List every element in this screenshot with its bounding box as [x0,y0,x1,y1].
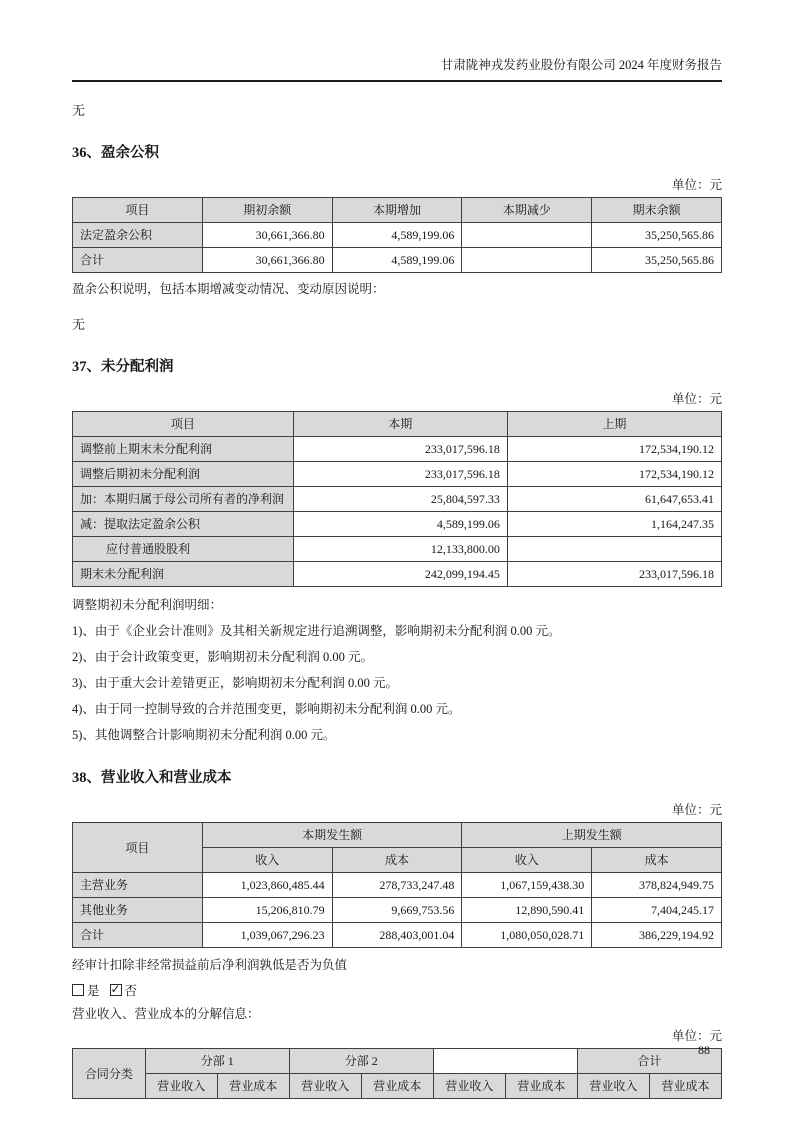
cell-value: 172,534,190.12 [507,437,721,462]
column-header: 营业成本 [505,1074,577,1099]
column-header: 期初余额 [202,198,332,223]
retained-detail-item: 3)、由于重大会计差错更正，影响期初未分配利润 0.00 元。 [72,676,399,690]
surplus-reserve-table [72,197,722,273]
column-header: 营业收入 [577,1074,649,1099]
table-row [73,562,722,587]
cell-value: 1,080,050,028.71 [462,923,592,948]
unit-label-38: 单位：元 [671,803,722,817]
cell-value [507,537,721,562]
document-header [72,0,722,82]
column-header: 合同分类 [73,1049,146,1099]
table-row [73,923,722,948]
cell-value: 15,206,810.79 [202,898,332,923]
retained-detail-item: 2)、由于会计政策变更，影响期初未分配利润 0.00 元。 [72,650,374,664]
row-label: 加：本期归属于母公司所有者的净利润 [73,487,294,512]
checkbox-yes-label: 是 [87,984,100,998]
column-header: 项目 [73,412,294,437]
table-subheader-row [73,1074,722,1099]
cell-value: 9,669,753.56 [332,898,462,923]
retained-detail-item: 4)、由于同一控制导致的合并范围变更，影响期初未分配利润 0.00 元。 [72,702,461,716]
revenue-cost-table [72,822,722,948]
column-header: 项目 [73,823,203,873]
unit-label-36: 单位：元 [671,178,722,192]
column-header: 营业成本 [361,1074,433,1099]
surplus-note: 盈余公积说明，包括本期增减变动情况、变动原因说明： [72,282,385,296]
cell-value: 7,404,245.17 [592,898,722,923]
table-row [73,873,722,898]
row-label: 调整前上期末未分配利润 [73,437,294,462]
row-label: 其他业务 [73,898,203,923]
column-header: 本期增加 [332,198,462,223]
cell-value: 233,017,596.18 [293,437,507,462]
breakdown-table [72,1048,722,1099]
row-label: 合计 [73,923,203,948]
retained-detail-item: 1)、由于《企业会计准则》及其相关新规定进行追溯调整，影响期初未分配利润 0.00 元。 [72,624,561,638]
table-row [73,462,722,487]
cell-value: 1,067,159,438.30 [462,873,592,898]
table-row [73,487,722,512]
row-label: 应付普通股股利 [73,537,294,562]
section-36-heading: 36、盈余公积 [72,145,159,161]
checkbox-no [110,984,138,998]
cell-value: 35,250,565.86 [592,223,722,248]
table-row [73,512,722,537]
table-row [73,248,722,273]
column-group-header: 本期发生额 [202,823,462,848]
checkbox-no-label: 否 [124,984,138,998]
table-row [73,223,722,248]
cell-value: 278,733,247.48 [332,873,462,898]
top-none-text: 无 [72,103,86,118]
column-group-header: 分部 1 [145,1049,289,1074]
retained-detail-title: 调整期初未分配利润明细： [72,598,223,612]
cell-value: 242,099,194.45 [293,562,507,587]
cell-value: 4,589,199.06 [293,512,507,537]
cell-value: 25,804,597.33 [293,487,507,512]
table-header-row [73,1049,722,1074]
table-header-row [73,823,722,848]
row-label: 减：提取法定盈余公积 [73,512,294,537]
column-header: 本期减少 [462,198,592,223]
table-header-row [73,198,722,223]
row-label: 法定盈余公积 [73,223,203,248]
surplus-note-answer: 无 [72,317,86,332]
cell-value [462,248,592,273]
column-header: 营业收入 [145,1074,217,1099]
table-row [73,898,722,923]
cell-value: 35,250,565.86 [592,248,722,273]
breakdown-title: 营业收入、营业成本的分解信息： [72,1007,260,1021]
row-label: 调整后期初未分配利润 [73,462,294,487]
cell-value: 30,661,366.80 [202,248,332,273]
section-38-heading: 38、营业收入和营业成本 [72,770,232,786]
cell-value: 61,647,653.41 [507,487,721,512]
column-group-header: 合计 [577,1049,721,1074]
page-number: 88 [698,1043,710,1057]
table-row [73,437,722,462]
cell-value: 1,039,067,296.23 [202,923,332,948]
audit-answer-line [72,983,722,1000]
column-header: 营业成本 [649,1074,721,1099]
audit-question: 经审计扣除非经常损益前后净利润孰低是否为负值 [72,958,348,972]
column-header: 期末余额 [592,198,722,223]
table-row [73,537,722,562]
unit-label-37: 单位：元 [671,392,722,406]
checkbox-checked-icon [110,984,122,996]
column-header: 收入 [462,848,592,873]
column-group-header: 上期发生额 [462,823,722,848]
retained-earnings-table [72,411,722,587]
cell-value: 4,589,199.06 [332,223,462,248]
checkbox-unchecked-icon [72,984,84,996]
cell-value: 1,164,247.35 [507,512,721,537]
cell-value: 1,023,860,485.44 [202,873,332,898]
column-header: 项目 [73,198,203,223]
column-header: 成本 [592,848,722,873]
cell-value: 378,824,949.75 [592,873,722,898]
column-header: 收入 [202,848,332,873]
report-title: 甘肃陇神戎发药业股份有限公司 2024 年度财务报告 [440,58,722,72]
cell-value: 233,017,596.18 [293,462,507,487]
section-37-heading: 37、未分配利润 [72,359,174,375]
cell-value: 172,534,190.12 [507,462,721,487]
column-header: 上期 [507,412,721,437]
checkbox-yes [72,984,100,998]
cell-value [462,223,592,248]
cell-value: 233,017,596.18 [507,562,721,587]
row-label: 合计 [73,248,203,273]
column-group-header-blank [433,1049,577,1074]
unit-label-breakdown: 单位：元 [671,1029,722,1043]
cell-value: 12,890,590.41 [462,898,592,923]
cell-value: 12,133,800.00 [293,537,507,562]
column-header: 营业成本 [217,1074,289,1099]
column-header: 本期 [293,412,507,437]
column-header: 营业收入 [433,1074,505,1099]
row-label: 主营业务 [73,873,203,898]
cell-value: 288,403,001.04 [332,923,462,948]
column-group-header: 分部 2 [289,1049,433,1074]
cell-value: 30,661,366.80 [202,223,332,248]
cell-value: 4,589,199.06 [332,248,462,273]
table-header-row [73,412,722,437]
retained-detail-item: 5)、其他调整合计影响期初未分配利润 0.00 元。 [72,728,336,742]
cell-value: 386,229,194.92 [592,923,722,948]
column-header: 营业收入 [289,1074,361,1099]
column-header: 成本 [332,848,462,873]
row-label: 期末未分配利润 [73,562,294,587]
